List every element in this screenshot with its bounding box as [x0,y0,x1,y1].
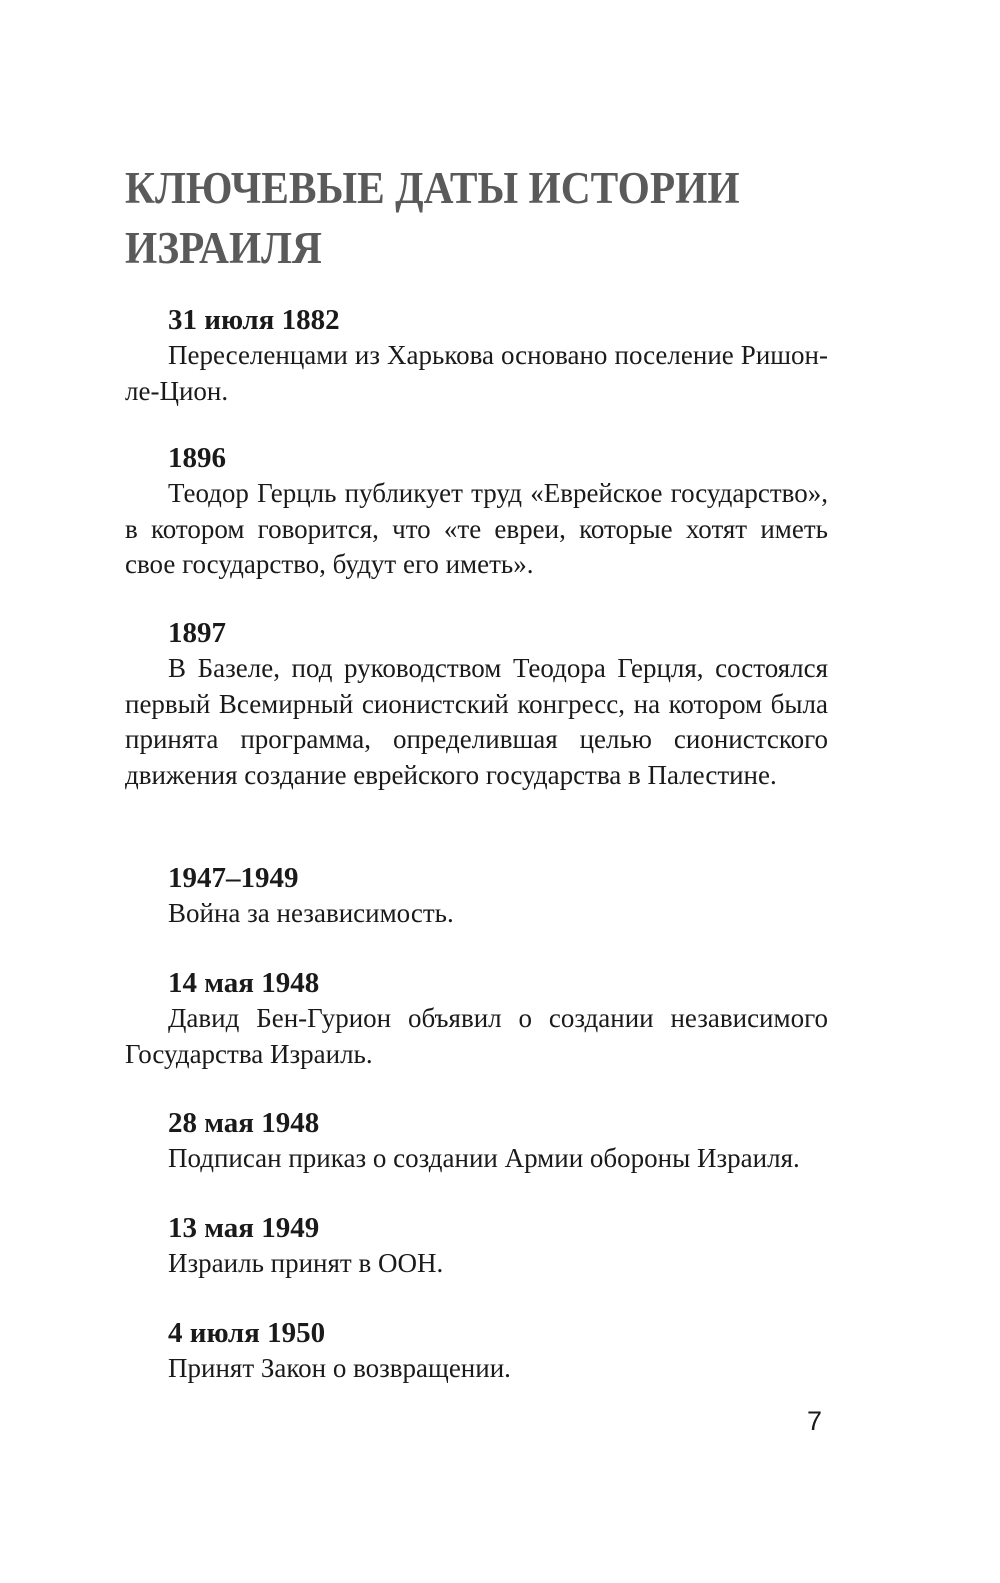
entry-date: 28 мая 1948 [168,1107,320,1139]
timeline-entry-1897 [125,615,828,793]
timeline-entry-1947 [125,860,828,932]
entry-text: Переселенцами из Харькова основано поселение Ришон-ле-Цион. [125,340,828,406]
entry-text: Давид Бен-Гурион объявил о создании независимого Государства Израиль. [125,1003,828,1069]
page-title: КЛЮЧЕВЫЕ ДАТЫ ИСТОРИИ ИЗРАИЛЯ [125,163,740,273]
entry-text: Принят Закон о возвращении. [168,1353,511,1383]
entry-date: 14 мая 1948 [168,967,320,999]
entry-date: 13 мая 1949 [168,1212,320,1244]
entry-date: 4 июля 1950 [168,1317,326,1349]
entry-text: Война за независимость. [168,898,454,928]
entry-date: 1896 [168,442,226,474]
timeline-entry-1950 [125,1315,828,1387]
page-number: 7 [807,1406,823,1436]
timeline-entry-1948-may-14 [125,965,828,1072]
entry-text: Подписан приказ о создании Армии обороны Израиля. [168,1143,800,1173]
timeline-entry-1949 [125,1210,828,1282]
timeline-entry-1896 [125,440,828,583]
entry-text: Израиль принят в ООН. [168,1248,444,1278]
entry-date: 1897 [168,617,226,649]
entry-date: 1947–1949 [168,862,299,894]
entry-date: 31 июля 1882 [168,304,340,336]
timeline-entry-1948-may-28 [125,1105,828,1177]
entry-text: В Базеле, под руководством Теодора Герцля, состоялся первый Всемирный сионистский конгресс, на котором была принята программа, определившая целью сионистского движения создание еврейского государства в Палестине. [125,653,828,790]
entry-text: Теодор Герцль публикует труд «Еврейское государство», в котором говорится, что «те евреи, которые хотят иметь свое государство, будут его иметь». [125,478,828,579]
timeline-entry-1882 [125,302,828,409]
